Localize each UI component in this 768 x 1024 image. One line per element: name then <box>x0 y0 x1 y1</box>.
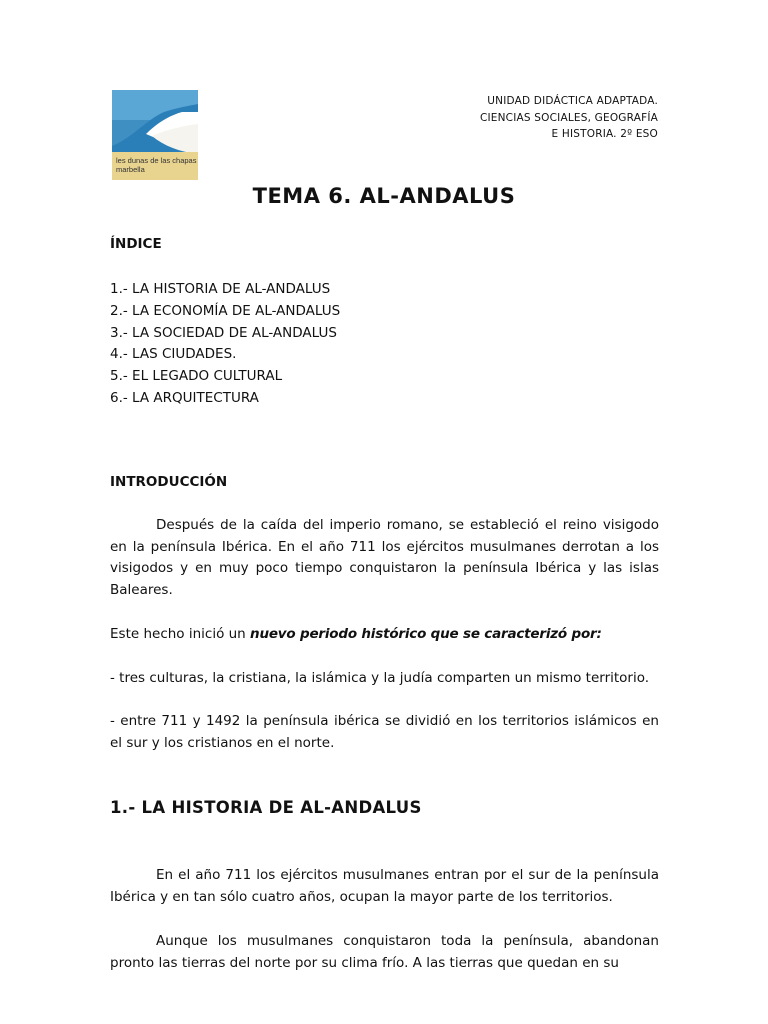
header-line-2: CIENCIAS SOCIALES, GEOGRAFÍA <box>479 111 658 124</box>
section-1-paragraph-1: En el año 711 los ejércitos musulmanes entran por el sur de la península Ibérica y en tan sólo cuatro años, ocupan la mayor parte de los territorios. <box>110 867 659 905</box>
header-line-3: E HISTORIA. 2º ESO <box>551 128 658 140</box>
index-heading: ÍNDICE <box>110 236 162 252</box>
intro-heading: INTRODUCCIÓN <box>110 474 228 490</box>
section-1-paragraph-2: Aunque los musulmanes conquistaron toda la península, abandonan pronto las tierras del norte por su clima frío. A las tierras que quedan en su <box>110 933 659 971</box>
intro-statement-emphasis: nuevo periodo histórico que se caracterizó por: <box>250 626 602 642</box>
intro-bullet-1: - tres culturas, la cristiana, la islámica y la judía comparten un mismo territorio. <box>110 670 650 686</box>
header-line-1: UNIDAD DIDÁCTICA ADAPTADA. <box>487 95 658 107</box>
logo-caption-line2: marbella <box>116 165 145 174</box>
page-title: TEMA 6. AL-ANDALUS <box>252 184 516 208</box>
table-of-contents <box>110 279 340 410</box>
intro-statement-lead: Este hecho inició un <box>110 626 251 642</box>
toc-item-1: 1.- LA HISTORIA DE AL-ANDALUS <box>110 281 331 297</box>
toc-item-5: 5.- EL LEGADO CULTURAL <box>110 368 283 385</box>
intro-paragraph: Después de la caída del imperio romano, se estableció el reino visigodo en la península Ibérica. En el año 711 los ejércitos musulmanes derrotan a los visigodos y en muy poco tiempo conquistaron la península Ibérica y las islas Baleares. <box>110 517 659 599</box>
toc-item-4: 4.- LAS CIUDADES. <box>110 346 237 363</box>
toc-item-2: 2.- LA ECONOMÍA DE AL-ANDALUS <box>110 302 341 319</box>
course-header <box>480 93 658 143</box>
intro-statement <box>110 624 659 646</box>
intro-bullet-2: - entre 711 y 1492 la península ibérica se dividió en los territorios islámicos en el sur y los cristianos en el norte. <box>110 713 659 751</box>
logo-image <box>112 90 198 180</box>
logo-caption <box>116 156 196 174</box>
section-1-heading: 1.- LA HISTORIA DE AL-ANDALUS <box>110 798 422 817</box>
toc-item-3: 3.- LA SOCIEDAD DE AL-ANDALUS <box>110 324 337 341</box>
toc-item-6: 6.- LA ARQUITECTURA <box>110 389 259 406</box>
logo-caption-line1: les dunas de las chapas <box>116 156 197 165</box>
